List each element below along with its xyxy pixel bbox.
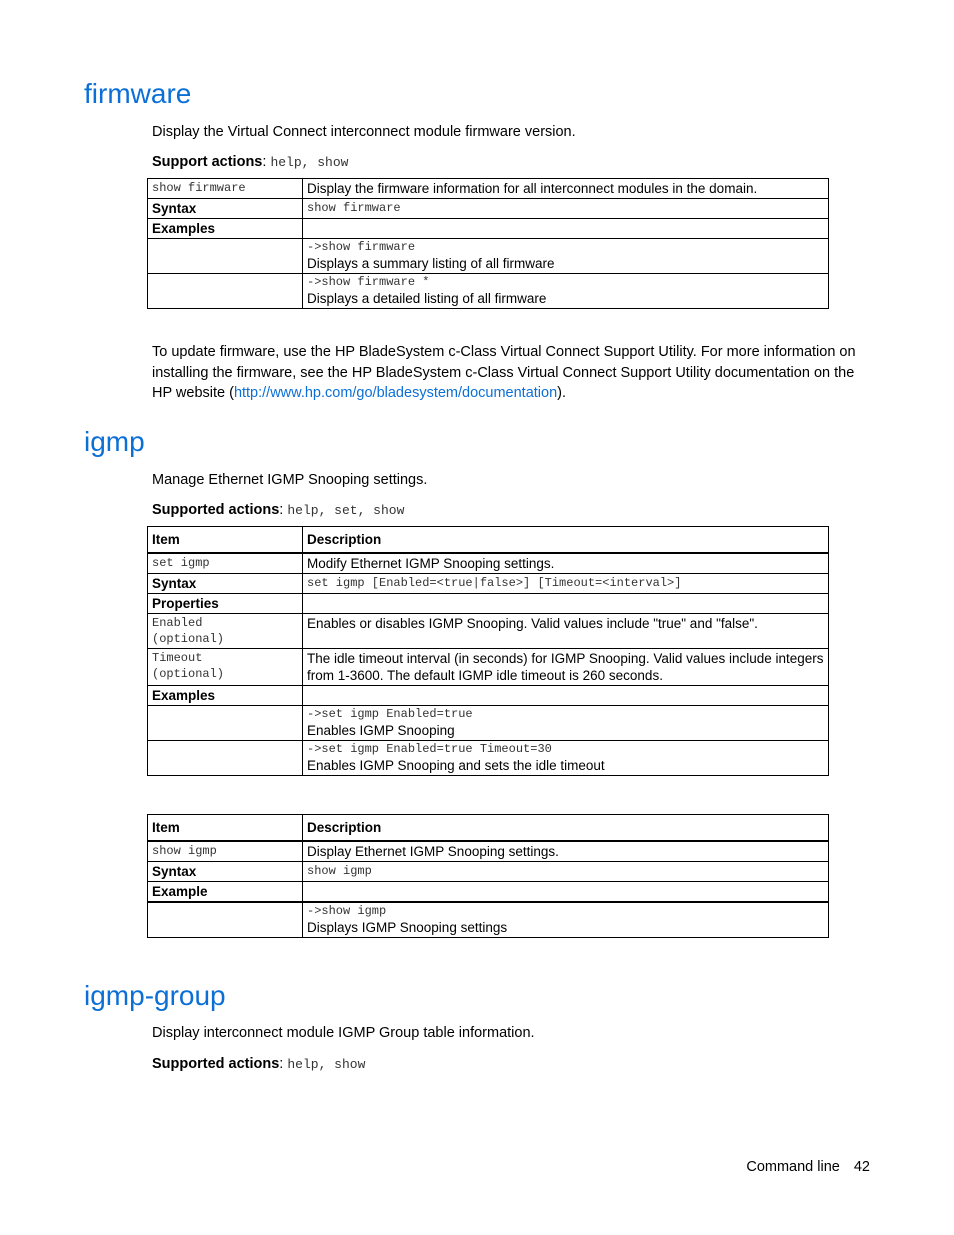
example-code: ->show firmware * xyxy=(307,275,430,289)
igmp-intro: Manage Ethernet IGMP Snooping settings. xyxy=(152,472,428,488)
table-row xyxy=(148,706,829,741)
actions-label: Supported actions xyxy=(152,502,280,518)
actions-label: Support actions xyxy=(152,154,263,170)
actions-value: help, show xyxy=(287,1057,366,1072)
property-optional: (optional) xyxy=(152,632,225,646)
example-cell xyxy=(303,741,829,776)
table-row xyxy=(148,553,829,574)
table-row xyxy=(148,862,829,882)
property-optional: (optional) xyxy=(152,667,225,681)
property-name: Enabled xyxy=(152,616,203,630)
property-description: The idle timeout interval (in seconds) for IGMP Snooping. Valid values include integers from 1-3600. The default IGMP idle timeout is 260 seconds. xyxy=(303,649,829,686)
table-row xyxy=(148,741,829,776)
example-cell xyxy=(303,902,829,938)
table-row xyxy=(148,274,829,309)
syntax-value: set igmp [Enabled=<true|false>] [Timeout=<interval>] xyxy=(303,574,829,594)
example-code: ->show firmware xyxy=(307,240,416,254)
example-code: ->set igmp Enabled=true xyxy=(307,707,473,721)
property-name-cell xyxy=(148,649,303,686)
table-header-row xyxy=(148,527,829,554)
syntax-value: show igmp xyxy=(303,862,829,882)
igmp-supported-actions: Supported actions: help, set, show xyxy=(152,502,405,518)
actions-value: help, show xyxy=(270,155,349,170)
documentation-link[interactable]: http://www.hp.com/go/bladesystem/documentation xyxy=(233,385,558,401)
firmware-intro: Display the Virtual Connect interconnect module firmware version. xyxy=(152,124,576,140)
table-row xyxy=(148,902,829,938)
table-row xyxy=(148,179,829,199)
page-number: 42 xyxy=(853,1159,870,1175)
firmware-command-table xyxy=(147,178,829,309)
example-label: Example xyxy=(148,882,303,903)
table-row xyxy=(148,686,829,706)
example-desc: Displays a detailed listing of all firmware xyxy=(307,291,547,306)
igmp-group-supported-actions: Supported actions: help, show xyxy=(152,1056,366,1072)
empty-cell xyxy=(303,686,829,706)
empty-cell xyxy=(303,219,829,239)
actions-value: help, set, show xyxy=(287,503,405,518)
example-cell xyxy=(303,239,829,274)
table-row xyxy=(148,614,829,649)
firmware-update-note: To update firmware, use the HP BladeSystem c-Class Virtual Connect Support Utility. For more information on installing the firmware, see the HP BladeSystem c-Class Virtual Connect Support Utility documentation on the HP website (http://www.hp.com/go/bladesystem/documentation). xyxy=(152,344,856,401)
properties-label: Properties xyxy=(148,594,303,614)
example-cell xyxy=(303,706,829,741)
section-heading-igmp: igmp xyxy=(84,426,145,457)
table-row xyxy=(148,219,829,239)
examples-label: Examples xyxy=(148,219,303,239)
section-heading-igmp-group: igmp-group xyxy=(84,980,226,1011)
table-header-row xyxy=(148,815,829,842)
table-row xyxy=(148,649,829,686)
empty-cell xyxy=(303,882,829,903)
section-heading-firmware: firmware xyxy=(84,78,192,109)
example-desc: Enables IGMP Snooping and sets the idle timeout xyxy=(307,758,605,773)
example-desc: Enables IGMP Snooping xyxy=(307,723,455,738)
igmp-set-table xyxy=(147,526,829,776)
syntax-label: Syntax xyxy=(148,199,303,219)
syntax-label: Syntax xyxy=(148,862,303,882)
property-name: Timeout xyxy=(152,651,203,665)
example-desc: Displays IGMP Snooping settings xyxy=(307,920,508,935)
footer-section: Command line xyxy=(746,1159,840,1175)
empty-cell xyxy=(148,239,303,274)
table-row xyxy=(148,594,829,614)
empty-cell xyxy=(148,706,303,741)
item-header: Item xyxy=(148,527,303,554)
syntax-label: Syntax xyxy=(148,574,303,594)
firmware-support-actions: Support actions: help, show xyxy=(152,154,349,170)
actions-label: Supported actions xyxy=(152,1056,280,1072)
syntax-value: show firmware xyxy=(303,199,829,219)
table-row xyxy=(148,574,829,594)
description-header: Description xyxy=(303,527,829,554)
command-description: Display the firmware information for all interconnect modules in the domain. xyxy=(303,179,829,199)
table-row xyxy=(148,882,829,903)
igmp-show-table xyxy=(147,814,829,938)
command-description: Modify Ethernet IGMP Snooping settings. xyxy=(303,553,829,574)
igmp-group-intro: Display interconnect module IGMP Group table information. xyxy=(152,1025,535,1041)
examples-label: Examples xyxy=(148,686,303,706)
command-cell: set igmp xyxy=(148,553,303,574)
command-description: Display Ethernet IGMP Snooping settings. xyxy=(303,841,829,862)
description-header: Description xyxy=(303,815,829,842)
example-cell xyxy=(303,274,829,309)
property-name-cell xyxy=(148,614,303,649)
table-row xyxy=(148,239,829,274)
empty-cell xyxy=(303,594,829,614)
item-header: Item xyxy=(148,815,303,842)
empty-cell xyxy=(148,274,303,309)
command-cell: show igmp xyxy=(148,841,303,862)
command-cell: show firmware xyxy=(148,179,303,199)
example-code: ->set igmp Enabled=true Timeout=30 xyxy=(307,742,552,756)
empty-cell xyxy=(148,902,303,938)
example-code: ->show igmp xyxy=(307,904,387,918)
page-footer xyxy=(746,1159,870,1175)
example-desc: Displays a summary listing of all firmware xyxy=(307,256,555,271)
table-row xyxy=(148,841,829,862)
table-row xyxy=(148,199,829,219)
empty-cell xyxy=(148,741,303,776)
property-description: Enables or disables IGMP Snooping. Valid values include "true" and "false". xyxy=(303,614,829,649)
